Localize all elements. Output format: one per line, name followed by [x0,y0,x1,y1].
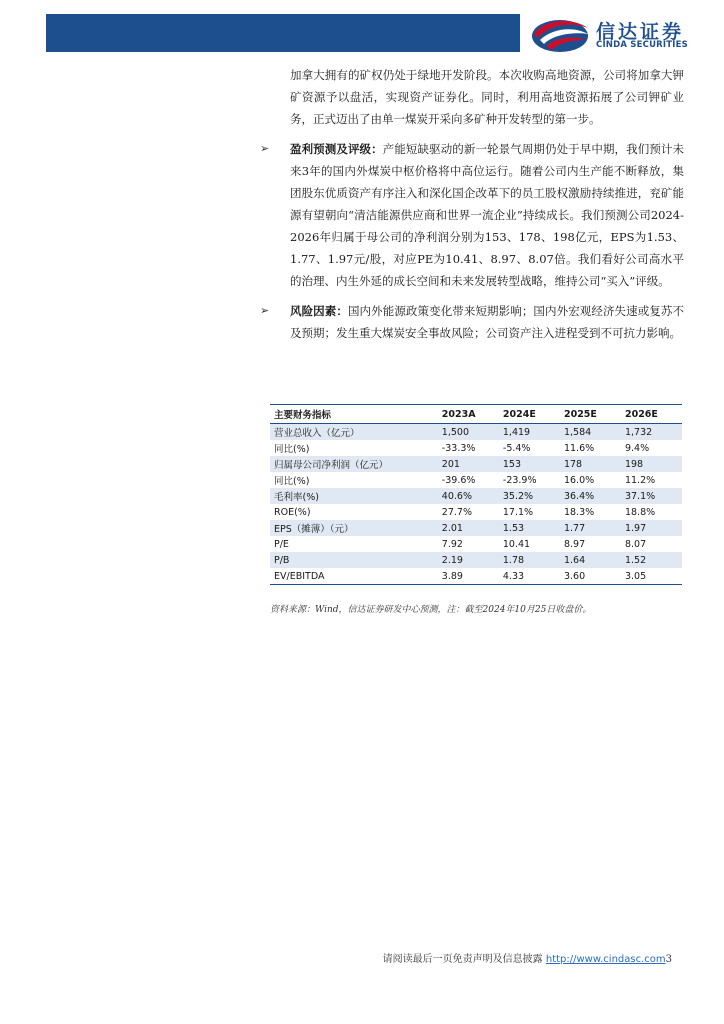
table-header-cell: 2025E [560,405,621,424]
logo-english-name: CINDA SECURITIES [596,40,688,50]
row-label: 毛利率(%) [270,488,438,504]
cell-2024e: 1.78 [499,552,560,568]
page-footer [383,950,672,965]
cell-2023a: 2.01 [438,520,499,536]
cell-2026e: 11.2% [621,472,682,488]
table-row [270,456,682,472]
row-label: EV/EBITDA [270,568,438,585]
row-label: 营业总收入（亿元） [270,424,438,441]
financial-metrics-table [270,404,682,585]
cell-2025e: 178 [560,456,621,472]
table-source-note: 资料来源：Wind，信达证券研发中心预测，注：截至2024年10月25日收盘价。 [270,605,592,615]
cell-2026e: 1.52 [621,552,682,568]
row-label: P/E [270,536,438,552]
cell-2026e: 1,732 [621,424,682,441]
cell-2026e: 18.8% [621,504,682,520]
table-row [270,488,682,504]
cell-2024e: -5.4% [499,440,560,456]
cell-2024e: -23.9% [499,472,560,488]
cell-2023a: -39.6% [438,472,499,488]
cell-2023a: 40.6% [438,488,499,504]
cell-2025e: 36.4% [560,488,621,504]
cell-2023a: -33.3% [438,440,499,456]
row-label: 同比(%) [270,440,438,456]
table-row [270,552,682,568]
cell-2024e: 35.2% [499,488,560,504]
cell-2025e: 1,584 [560,424,621,441]
cell-2025e: 1.77 [560,520,621,536]
row-label: 归属母公司净利润（亿元） [270,456,438,472]
cell-2026e: 1.97 [621,520,682,536]
footer-website-link[interactable]: http://www.cindasc.com [545,954,666,965]
cell-2023a: 7.92 [438,536,499,552]
page-number: 3 [665,954,672,965]
cell-2025e: 11.6% [560,440,621,456]
bullet-paragraph [290,300,684,344]
bullet-risk-factors [260,300,685,344]
cell-2023a: 1,500 [438,424,499,441]
table-row [270,504,682,520]
row-label: ROE(%) [270,504,438,520]
table-header-cell: 2024E [499,405,560,424]
cell-2026e: 9.4% [621,440,682,456]
table-header-cell: 主要财务指标 [270,405,438,424]
cinda-swoosh-icon [530,14,592,54]
bullet-earnings-forecast [260,138,685,292]
bullet-text: 国内外能源政策变化带来短期影响；国内外宏观经济失速或复苏不及预期；发生重大煤炭安全事故风险；公司资产注入进程受到不可抗力影响。 [290,304,685,340]
cell-2024e: 17.1% [499,504,560,520]
row-label: 同比(%) [270,472,438,488]
arrow-bullet-icon: ➢ [260,304,270,317]
cell-2024e: 1.53 [499,520,560,536]
cell-2025e: 18.3% [560,504,621,520]
cell-2023a: 201 [438,456,499,472]
bullet-title: 盈利预测及评级： [290,142,383,156]
cell-2023a: 2.19 [438,552,499,568]
cell-2024e: 1,419 [499,424,560,441]
cinda-logo [530,14,710,54]
logo-chinese-name: 信达证券 [596,21,685,43]
table-header-row [270,405,682,424]
bullet-title: 风险因素： [290,304,348,318]
table-row [270,520,682,536]
cell-2023a: 3.89 [438,568,499,585]
cell-2026e: 37.1% [621,488,682,504]
cell-2025e: 16.0% [560,472,621,488]
row-label: P/B [270,552,438,568]
table-row [270,568,682,585]
report-body [260,64,685,344]
cell-2024e: 10.41 [499,536,560,552]
table-row [270,440,682,456]
cell-2023a: 27.7% [438,504,499,520]
intro-paragraph: 加拿大拥有的矿权仍处于绿地开发阶段。本次收购高地资源，公司将加拿大钾矿资源予以盘活，实现资产证券化。同时，利用高地资源拓展了公司钾矿业务，正式迈出了由单一煤炭开采向多矿种开发转型的第一步。 [290,68,684,126]
table-row [270,536,682,552]
arrow-bullet-icon: ➢ [260,142,270,155]
cell-2025e: 1.64 [560,552,621,568]
cell-2024e: 153 [499,456,560,472]
footer-disclaimer: 请阅读最后一页免责声明及信息披露 [382,954,543,965]
table-header-cell: 2023A [438,405,499,424]
table-header-cell: 2026E [621,405,682,424]
header-bar [46,14,520,52]
cell-2026e: 8.07 [621,536,682,552]
table-row [270,424,682,441]
cell-2026e: 198 [621,456,682,472]
cell-2025e: 3.60 [560,568,621,585]
bullet-paragraph [290,138,684,292]
row-label: EPS（摊薄）（元） [270,520,438,536]
table-row [270,472,682,488]
cell-2026e: 3.05 [621,568,682,585]
bullet-text: 产能短缺驱动的新一轮景气周期仍处于早中期，我们预计未来3年的国内外煤炭中枢价格将中高位运行。随着公司内生产能不断释放，集团股东优质资产有序注入和深化国企改革下的员工股权激励持续推进，兖矿能源有望朝向“清洁能源供应商和世界一流企业”持续成长。我们预测公司2024-2026年归属于母公司的净利润分别为153、178、198亿元，EPS为1.53、1.77、1.97元/股，对应PE为10.41、8.97、8.07倍。我们看好公司高水平的治理、内生外延的成长空间和未来发展转型战略，维持公司“买入”评级。 [290,142,685,288]
cell-2025e: 8.97 [560,536,621,552]
cell-2024e: 4.33 [499,568,560,585]
